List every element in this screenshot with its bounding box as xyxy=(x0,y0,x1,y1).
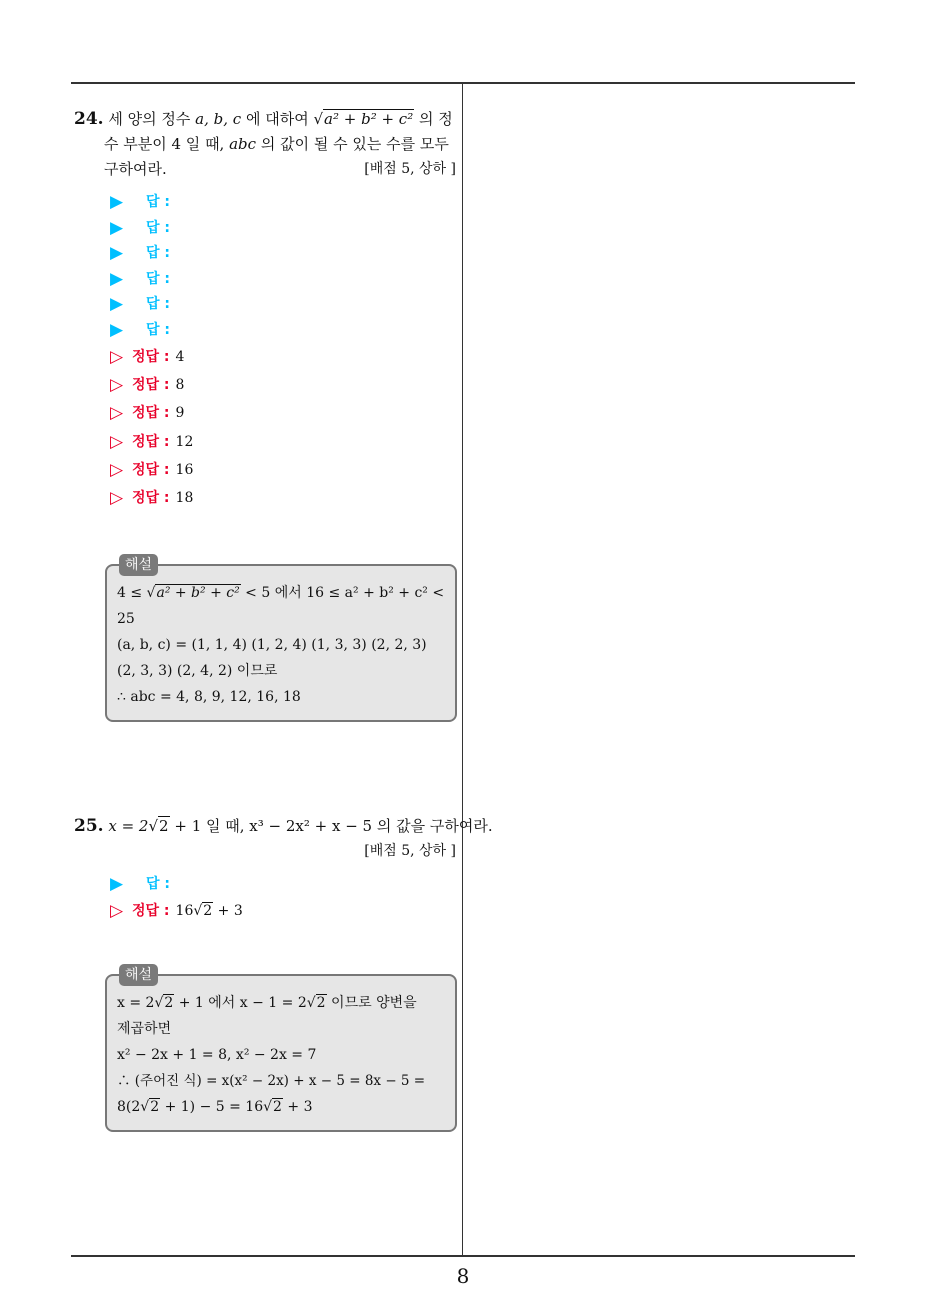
correct-value: 18 xyxy=(175,490,194,507)
sqrt-expression: √2 xyxy=(148,817,169,835)
answer-label: 답 : xyxy=(146,194,170,211)
open-triangle-icon: ▷ xyxy=(110,374,124,395)
correct-answer-row xyxy=(110,428,456,456)
answer-list xyxy=(110,190,456,513)
radicand: a² + b² + c² xyxy=(324,110,414,128)
question-line xyxy=(74,814,493,839)
solution-line: (a, b, c) = (1, 1, 4) (1, 2, 4) (1, 3, 3) (2, 2, 3) xyxy=(117,637,427,653)
answer-label: 답 : xyxy=(146,296,170,313)
solution-text: + 1 에서 x − 1 = 2 xyxy=(178,995,307,1011)
answer-label: 답 : xyxy=(146,876,170,893)
answer-label: 답 : xyxy=(146,321,170,338)
correct-label: 정답 : xyxy=(132,405,170,422)
solution-tag: 해설 xyxy=(119,554,158,576)
blank-answer-row[interactable] xyxy=(110,267,456,293)
correct-value: 4 xyxy=(175,348,185,365)
correct-value: 16 xyxy=(175,903,194,920)
correct-answer-row xyxy=(110,456,456,484)
correct-value: 9 xyxy=(175,405,185,422)
open-triangle-icon: ▷ xyxy=(110,901,124,922)
solution-text: x = 2 xyxy=(117,995,155,1011)
sqrt-expression: √2 xyxy=(306,995,326,1011)
problem-25 xyxy=(74,814,493,926)
points-label: [배점 5, 상하 ] xyxy=(364,161,456,177)
open-triangle-icon: ▷ xyxy=(110,459,124,480)
radicand: 2 xyxy=(316,995,326,1011)
column-divider xyxy=(462,82,463,1257)
radicand: 2 xyxy=(203,903,213,920)
question-vars: a, b, c xyxy=(195,110,242,128)
question-line xyxy=(74,107,456,132)
blank-answer-row[interactable] xyxy=(110,216,456,242)
solution-line: x² − 2x + 1 = 8, x² − 2x = 7 xyxy=(117,1047,317,1063)
answer-label: 답 : xyxy=(146,270,170,287)
solution-text: + 1) − 5 = 16 xyxy=(164,1099,264,1115)
filled-triangle-icon: ▶ xyxy=(110,192,124,213)
correct-answer-row xyxy=(110,898,456,926)
answer-label: 답 : xyxy=(146,219,170,236)
solution-line: ∴ (주어진 식) = x(x² − 2x) + x − 5 = 8x − 5 = xyxy=(117,1073,426,1089)
sqrt-expression: √a² + b² + c² xyxy=(146,585,240,601)
radicand: a² + b² + c² xyxy=(156,585,240,601)
question-var: abc xyxy=(229,135,257,153)
correct-answer-row xyxy=(110,343,456,371)
correct-value: 16 xyxy=(175,461,194,478)
correct-label: 정답 : xyxy=(132,490,170,507)
solution-line: (2, 3, 3) (2, 4, 2) 이므로 xyxy=(117,663,278,679)
open-triangle-icon: ▷ xyxy=(110,346,124,367)
filled-triangle-icon: ▶ xyxy=(110,294,124,315)
filled-triangle-icon: ▶ xyxy=(110,268,124,289)
solution-tag: 해설 xyxy=(119,964,158,986)
correct-label: 정답 : xyxy=(132,903,170,920)
question-text: 구하여라. xyxy=(104,160,167,178)
answer-label: 답 : xyxy=(146,245,170,262)
blank-answer-row[interactable] xyxy=(110,190,456,216)
blank-answer-row[interactable] xyxy=(110,318,456,344)
points-label: [배점 5, 상하 ] xyxy=(364,843,456,859)
page-number: 8 xyxy=(456,1264,470,1288)
correct-label: 정답 : xyxy=(132,461,170,478)
solution-text: 8(2 xyxy=(117,1099,141,1115)
solution-box-25 xyxy=(105,967,457,1132)
correct-label: 정답 : xyxy=(132,376,170,393)
solution-line: 제곱하면 xyxy=(117,1021,172,1037)
problem-number: 24. xyxy=(74,109,104,129)
bottom-rule xyxy=(71,1255,855,1257)
correct-answer-row xyxy=(110,484,456,512)
open-triangle-icon: ▷ xyxy=(110,488,124,509)
filled-triangle-icon: ▶ xyxy=(110,874,124,895)
question-text: x = 2 xyxy=(108,817,149,835)
open-triangle-icon: ▷ xyxy=(110,403,124,424)
radicand: 2 xyxy=(164,995,174,1011)
solution-text: 이므로 양변을 xyxy=(331,995,417,1011)
open-triangle-icon: ▷ xyxy=(110,431,124,452)
correct-label: 정답 : xyxy=(132,433,170,450)
correct-answer-row xyxy=(110,400,456,428)
problem-24 xyxy=(74,107,456,513)
answer-list xyxy=(110,872,456,926)
question-line xyxy=(74,157,456,182)
sqrt-expression: √2 xyxy=(140,1099,160,1115)
correct-value: 8 xyxy=(175,376,185,393)
solution-box-24 xyxy=(105,557,457,722)
blank-answer-row[interactable] xyxy=(110,241,456,267)
radicand: 2 xyxy=(150,1099,160,1115)
correct-value: + 3 xyxy=(217,903,243,920)
solution-line xyxy=(117,1094,447,1120)
question-text: + 1 일 때, x³ − 2x² + x − 5 의 값을 구하여라. xyxy=(174,817,493,835)
solution-text: + 3 xyxy=(287,1099,313,1115)
blank-answer-row[interactable] xyxy=(110,292,456,318)
correct-label: 정답 : xyxy=(132,348,170,365)
question-text: 의 정 xyxy=(419,110,453,128)
sqrt-expression: √2 xyxy=(193,903,213,920)
solution-text: 4 ≤ xyxy=(117,585,143,601)
sqrt-expression: √a² + b² + c² xyxy=(313,110,414,128)
filled-triangle-icon: ▶ xyxy=(110,217,124,238)
question-line xyxy=(74,132,456,157)
solution-line: 25 xyxy=(117,611,135,627)
solution-line: ∴ abc = 4, 8, 9, 12, 16, 18 xyxy=(117,689,301,705)
radicand: 2 xyxy=(273,1099,282,1115)
solution-line xyxy=(117,990,447,1016)
correct-answer-row xyxy=(110,371,456,399)
question-text: 의 값이 될 수 있는 수를 모두 xyxy=(260,135,449,153)
blank-answer-row[interactable] xyxy=(110,872,456,898)
question-text: 세 양의 정수 xyxy=(108,110,191,128)
radicand: 2 xyxy=(159,817,169,835)
top-rule xyxy=(71,82,855,84)
solution-line xyxy=(117,580,447,606)
question-text: 수 부분이 4 일 때, xyxy=(104,135,225,153)
solution-text: < 5 에서 16 ≤ a² + b² + c² < xyxy=(245,585,445,601)
sqrt-expression: √2 xyxy=(154,995,174,1011)
question-text: 에 대하여 xyxy=(245,110,309,128)
problem-number: 25. xyxy=(74,816,104,836)
correct-value: 12 xyxy=(175,433,194,450)
filled-triangle-icon: ▶ xyxy=(110,243,124,264)
sqrt-expression: √2 xyxy=(263,1099,282,1115)
filled-triangle-icon: ▶ xyxy=(110,319,124,340)
